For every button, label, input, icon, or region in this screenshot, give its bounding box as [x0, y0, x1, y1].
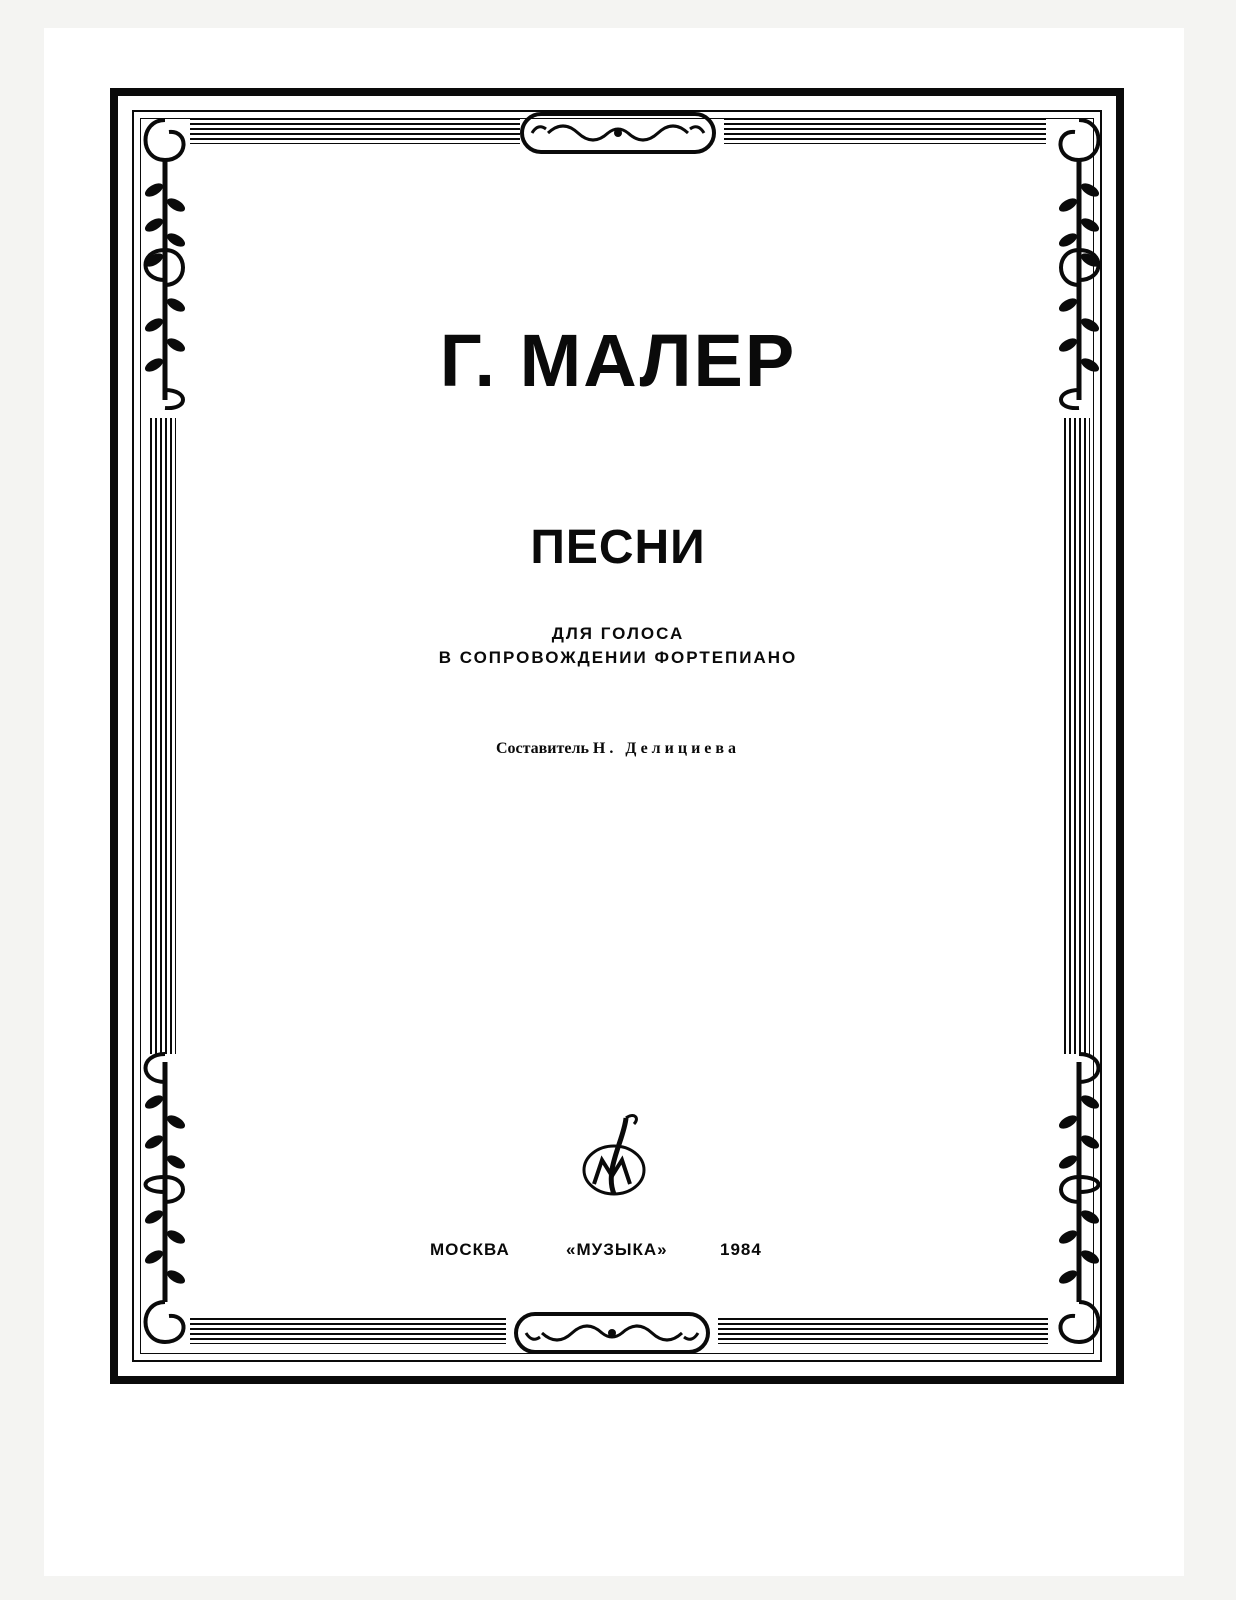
composer-name: Г. МАЛЕР	[439, 319, 797, 402]
imprint-year: 1984	[720, 1240, 762, 1259]
bottom-band-left	[190, 1318, 506, 1344]
right-band	[1064, 418, 1090, 1054]
subtitle-line-1: ДЛЯ ГОЛОСА	[551, 624, 685, 643]
bottom-right-leaf-ornament-icon	[1048, 1052, 1110, 1352]
subtitle	[0, 622, 1236, 670]
work-title: ПЕСНИ	[530, 521, 706, 574]
imprint-city: МОСКВА	[430, 1240, 510, 1259]
compiler-label: Составитель	[495, 740, 589, 757]
bottom-band-right	[718, 1318, 1048, 1344]
subtitle-line-2: В СОПРОВОЖДЕНИИ ФОРТЕПИАНО	[438, 648, 798, 667]
top-scroll-ornament-icon	[518, 108, 718, 158]
compiler-name: Н. Делициева	[592, 740, 741, 757]
bottom-left-leaf-ornament-icon	[134, 1052, 196, 1352]
top-band-left	[190, 118, 520, 144]
compiler-credit	[0, 740, 1236, 758]
left-band	[150, 418, 176, 1054]
muzyka-lyre-logo-icon	[574, 1110, 660, 1204]
top-band-right	[724, 118, 1046, 144]
imprint-publisher: «МУЗЫКА»	[566, 1240, 668, 1259]
bottom-scroll-ornament-icon	[512, 1308, 712, 1358]
